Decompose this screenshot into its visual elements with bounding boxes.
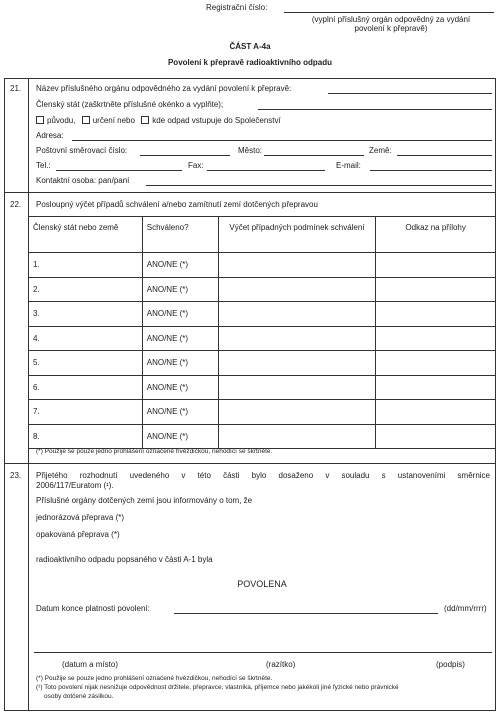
row-annex[interactable] [376,351,496,376]
row-number[interactable]: 7. [29,400,143,425]
fax-field[interactable] [207,170,325,171]
row-conditions[interactable] [218,302,376,327]
email-field[interactable] [370,170,492,171]
frame-left [4,78,5,710]
table-row [29,326,496,351]
frame-bottom [4,710,496,711]
row-number[interactable]: 1. [29,253,143,278]
entry-checkbox[interactable] [141,116,149,124]
row-number[interactable]: 2. [29,277,143,302]
row-conditions[interactable] [218,253,376,278]
origin-label: původu, [47,116,76,125]
section-number-21: 21. [10,84,22,93]
registration-note-line-2: povolení k přepravě) [354,24,428,33]
member-state-label: Členský stát (zaškrtněte příslušné okénko a vyplňte); [36,100,224,109]
col-header-approved: Schváleno? [142,217,218,253]
row-approval[interactable]: ANO/NE (*) [142,302,218,327]
row-conditions[interactable] [218,351,376,376]
country-field[interactable] [397,155,492,156]
table-row [29,351,496,376]
single-transport-option[interactable]: jednorázová přeprava (*) [36,513,125,522]
approvals-table [28,216,496,449]
fax-label: Fax: [188,161,204,170]
row-conditions[interactable] [218,326,376,351]
entry-label: kde odpad vstupuje do Společenství [152,116,281,125]
authority-name-field[interactable] [328,93,492,94]
row-number[interactable]: 3. [29,302,143,327]
table-header-row [29,217,496,253]
section-divider-22 [4,192,496,193]
row-conditions[interactable] [218,400,376,425]
section-23-footnote-2: (¹) Toto povolení nijak nesnižuje odpovědnost držitele, přepravce, vlastníka, příjemce nebo jakékoli jiné fyzické nebo právnické [36,684,399,691]
col-header-annexes: Odkaz na přílohy [376,217,496,253]
row-approval[interactable]: ANO/NE (*) [142,424,218,449]
row-approval[interactable]: ANO/NE (*) [142,277,218,302]
city-field[interactable] [264,155,364,156]
address-field[interactable] [72,140,492,141]
date-format-hint: (dd/mm/rrrr) [444,604,487,613]
col-header-conditions: Výčet případných podmínek schválení [218,217,376,253]
row-approval[interactable]: ANO/NE (*) [142,400,218,425]
section-23-footnote-1: (*) Použije se pouze jedno prohlášení označené hvězdičkou, nehodící se škrtněte. [36,675,273,682]
section-22-footnote: (*) Použije se pouze jedno prohlášení označené hvězdičkou, nehodící se škrtněte. [36,448,273,455]
member-state-field[interactable] [258,109,492,110]
tel-field[interactable] [56,170,182,171]
section-23-paragraph-1b: 2006/117/Euratom (¹). [36,481,114,490]
section-divider-23 [4,463,496,464]
row-number[interactable]: 8. [29,424,143,449]
registration-label: Registrační číslo: [206,3,268,12]
row-approval[interactable]: ANO/NE (*) [142,326,218,351]
row-annex[interactable] [376,400,496,425]
address-label: Adresa: [36,131,64,140]
registration-number-field[interactable] [284,12,494,13]
section-number-23: 23. [10,471,22,480]
row-conditions[interactable] [218,277,376,302]
row-annex[interactable] [376,253,496,278]
row-annex[interactable] [376,302,496,327]
table-row [29,400,496,425]
contact-label: Kontaktní osoba: pan/paní [36,176,130,185]
registration-note [296,15,486,33]
date-place-caption: (datum a místo) [62,660,119,669]
multiple-transport-option[interactable]: opakovaná přeprava (*) [36,530,120,539]
expiry-label: Datum konce platnosti povolení: [36,604,150,613]
row-annex[interactable] [376,424,496,449]
row-annex[interactable] [376,277,496,302]
table-row [29,375,496,400]
postcode-field[interactable] [140,155,230,156]
row-approval[interactable]: ANO/NE (*) [142,253,218,278]
table-row [29,277,496,302]
contact-field[interactable] [146,185,492,186]
authority-name-label: Název příslušného orgánu odpovědného za vydání povolení k přepravě: [36,84,292,93]
member-state-options [36,116,281,125]
table-row [29,253,496,278]
section-22-title: Posloupný výčet případů schválení a/nebo zamítnutí zemí dotčených přepravou [36,200,318,209]
row-annex[interactable] [376,326,496,351]
section-23-paragraph-1: Přijetého rozhodnutí uvedeného v této části bylo dosaženo v souladu s ustanoveními směrnice [36,471,490,480]
stamp-caption: (razítko) [266,660,296,669]
row-number[interactable]: 5. [29,351,143,376]
destination-label: určení nebo [92,116,135,125]
section-23-footnote-2b: osoby dotčené zásilkou. [44,693,114,700]
email-label: E-mail: [336,161,361,170]
row-approval[interactable]: ANO/NE (*) [142,351,218,376]
postcode-label: Poštovní směrovací číslo: [36,146,128,155]
destination-checkbox[interactable] [82,116,90,124]
tel-label: Tel.: [36,161,51,170]
section-number-22: 22. [10,200,22,209]
signature-caption: (podpis) [436,660,465,669]
row-conditions[interactable] [218,375,376,400]
approved-heading: POVOLENA [237,579,287,589]
row-number[interactable]: 4. [29,326,143,351]
signature-line[interactable] [34,652,492,653]
country-label: Země: [369,146,392,155]
section-23-paragraph-2: Příslušné orgány dotčených zemí jsou informovány o tom, že [36,496,253,505]
registration-note-line-1: (vyplní příslušný orgán odpovědný za vydání [311,15,471,24]
col-header-country: Členský stát nebo země [29,217,143,253]
frame-top [4,78,496,79]
row-conditions[interactable] [218,424,376,449]
waste-description: radioaktivního odpadu popsaného v části A-1 byla [36,555,213,564]
expiry-date-field[interactable] [174,613,438,614]
row-annex[interactable] [376,375,496,400]
row-approval[interactable]: ANO/NE (*) [142,375,218,400]
city-label: Město: [238,146,263,155]
origin-checkbox[interactable] [36,116,44,124]
table-row [29,302,496,327]
row-number[interactable]: 6. [29,375,143,400]
part-heading: ČÁST A-4a [229,42,271,51]
page-title: Povolení k přepravě radioaktivního odpadu [167,58,333,67]
table-row [29,424,496,449]
